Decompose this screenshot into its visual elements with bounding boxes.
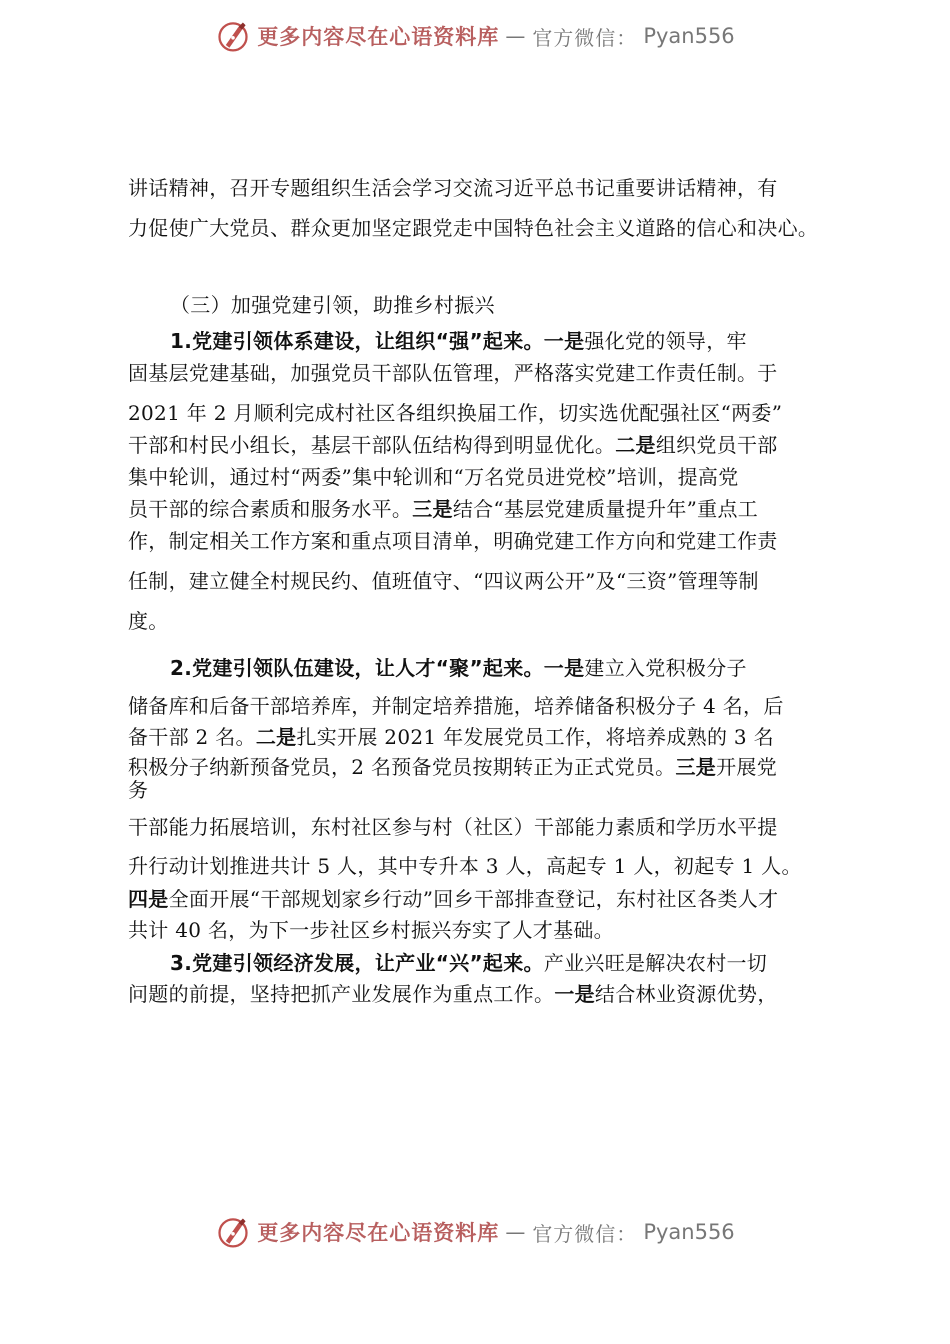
- bold-text-segment: 2.党建引领队伍建设，让人才“聚”起来。一是: [170, 656, 585, 680]
- text-line: [128, 814, 778, 840]
- text-segment: 集中轮训，通过村“两委”集中轮训和“万名党员进党校”培训，提高党: [128, 465, 739, 489]
- text-line: [128, 400, 782, 426]
- text-line: [128, 496, 758, 522]
- text-line: [128, 724, 774, 750]
- text-segment: 结合林业资源优势，: [594, 982, 778, 1006]
- text-line: [128, 754, 777, 780]
- text-segment: 干部和村民小组长，基层干部队伍结构得到明显优化。: [128, 433, 616, 457]
- text-segment: 员干部的综合素质和服务水平。: [128, 497, 413, 521]
- text-line: [128, 886, 778, 912]
- text-segment: 建立入党积极分子: [584, 656, 747, 680]
- text-line: [128, 528, 778, 554]
- text-segment: 任制，建立健全村规民约、值班值守、“四议两公开”及“三资”管理等制: [128, 569, 759, 593]
- text-line: [128, 568, 759, 594]
- bold-text-segment: 三是: [412, 497, 453, 521]
- pen-nib-seal-icon: [215, 1214, 251, 1250]
- text-line: [170, 328, 747, 354]
- watermark-official: 官方微信：: [532, 25, 638, 50]
- text-line: [170, 950, 767, 976]
- watermark-official: 官方微信：: [532, 1221, 638, 1246]
- bold-text-segment: 四是: [128, 887, 169, 911]
- bold-text-segment: 三是: [675, 755, 717, 779]
- bold-text-segment: 二是: [615, 433, 656, 457]
- text-segment: 储备库和后备干部培养库，并制定培养措施，培养储备积极分子 4 名，后: [128, 694, 784, 718]
- text-segment: 度。: [128, 609, 169, 633]
- text-segment: 2021 年 2 月顺利完成村社区各组织换届工作，切实选优配强社区“两委”: [128, 401, 783, 425]
- watermark-brand: 更多内容尽在心语资料库: [257, 25, 500, 49]
- text-segment: 备干部 2 名。: [128, 725, 256, 749]
- text-segment: 问题的前提，坚持把抓产业发展作为重点工作。: [128, 982, 555, 1006]
- text-segment: 固基层党建基础，加强党员干部队伍管理，严格落实党建工作责任制。于: [128, 361, 778, 385]
- text-segment: 干部能力拓展培训，东村社区参与村（社区）干部能力素质和学历水平提: [128, 815, 778, 839]
- bold-text-segment: 二是: [255, 725, 297, 749]
- text-segment: 产业兴旺是解决农村一切: [543, 951, 768, 975]
- text-segment: （三）加强党建引领，助推乡村振兴: [170, 293, 495, 317]
- text-segment: 力促使广大党员、群众更加坚定跟党走中国特色社会主义道路的信心和决心。: [128, 216, 819, 240]
- bold-text-segment: 3.党建引领经济发展，让产业“兴”起来。: [170, 951, 544, 975]
- text-segment: 共计 40 名，为下一步社区乡村振兴夯实了人才基础。: [128, 918, 614, 942]
- text-segment: 结合“基层党建质量提升年”重点工: [452, 497, 759, 521]
- text-line: [128, 693, 784, 719]
- text-segment: 作，制定相关工作方案和重点项目清单，明确党建工作方向和党建工作责: [128, 529, 778, 553]
- text-segment: 升行动计划推进共计 5 人，其中专升本 3 人，高起专 1 人，初起专 1 人。: [128, 854, 802, 878]
- text-line: [128, 853, 802, 879]
- text-line: [128, 917, 614, 943]
- text-line: [128, 215, 818, 241]
- text-segment: 积极分子纳新预备党员，2 名预备党员按期转正为正式党员。: [128, 755, 676, 779]
- bold-text-segment: 一是: [554, 982, 595, 1006]
- watermark-footer: [0, 1210, 950, 1254]
- watermark-handle: Pyan556: [643, 1220, 735, 1244]
- text-segment: 扎实开展 2021 年发展党员工作，将培养成熟的 3 名: [296, 725, 774, 749]
- text-line: [128, 777, 148, 803]
- watermark-dash: —: [505, 1220, 527, 1244]
- text-segment: 务: [128, 778, 149, 802]
- text-line: [128, 464, 739, 490]
- bold-text-segment: 1.党建引领体系建设，让组织“强”起来。一是: [170, 329, 585, 353]
- text-segment: 强化党的领导，牢: [584, 329, 747, 353]
- text-line: [170, 655, 747, 681]
- text-line: [128, 608, 169, 634]
- text-line: [128, 432, 778, 458]
- text-line: [128, 175, 778, 201]
- watermark-brand: 更多内容尽在心语资料库: [257, 1221, 500, 1245]
- text-line: [128, 981, 778, 1007]
- text-line: [170, 292, 495, 318]
- watermark-handle: Pyan556: [643, 24, 735, 48]
- text-segment: 开展党: [716, 755, 777, 779]
- watermark-dash: —: [505, 24, 527, 48]
- text-segment: 讲话精神，召开专题组织生活会学习交流习近平总书记重要讲话精神，有: [128, 176, 778, 200]
- text-segment: 全面开展“干部规划家乡行动”回乡干部排查登记，东村社区各类人才: [168, 887, 779, 911]
- text-line: [128, 360, 778, 386]
- text-segment: 组织党员干部: [655, 433, 778, 457]
